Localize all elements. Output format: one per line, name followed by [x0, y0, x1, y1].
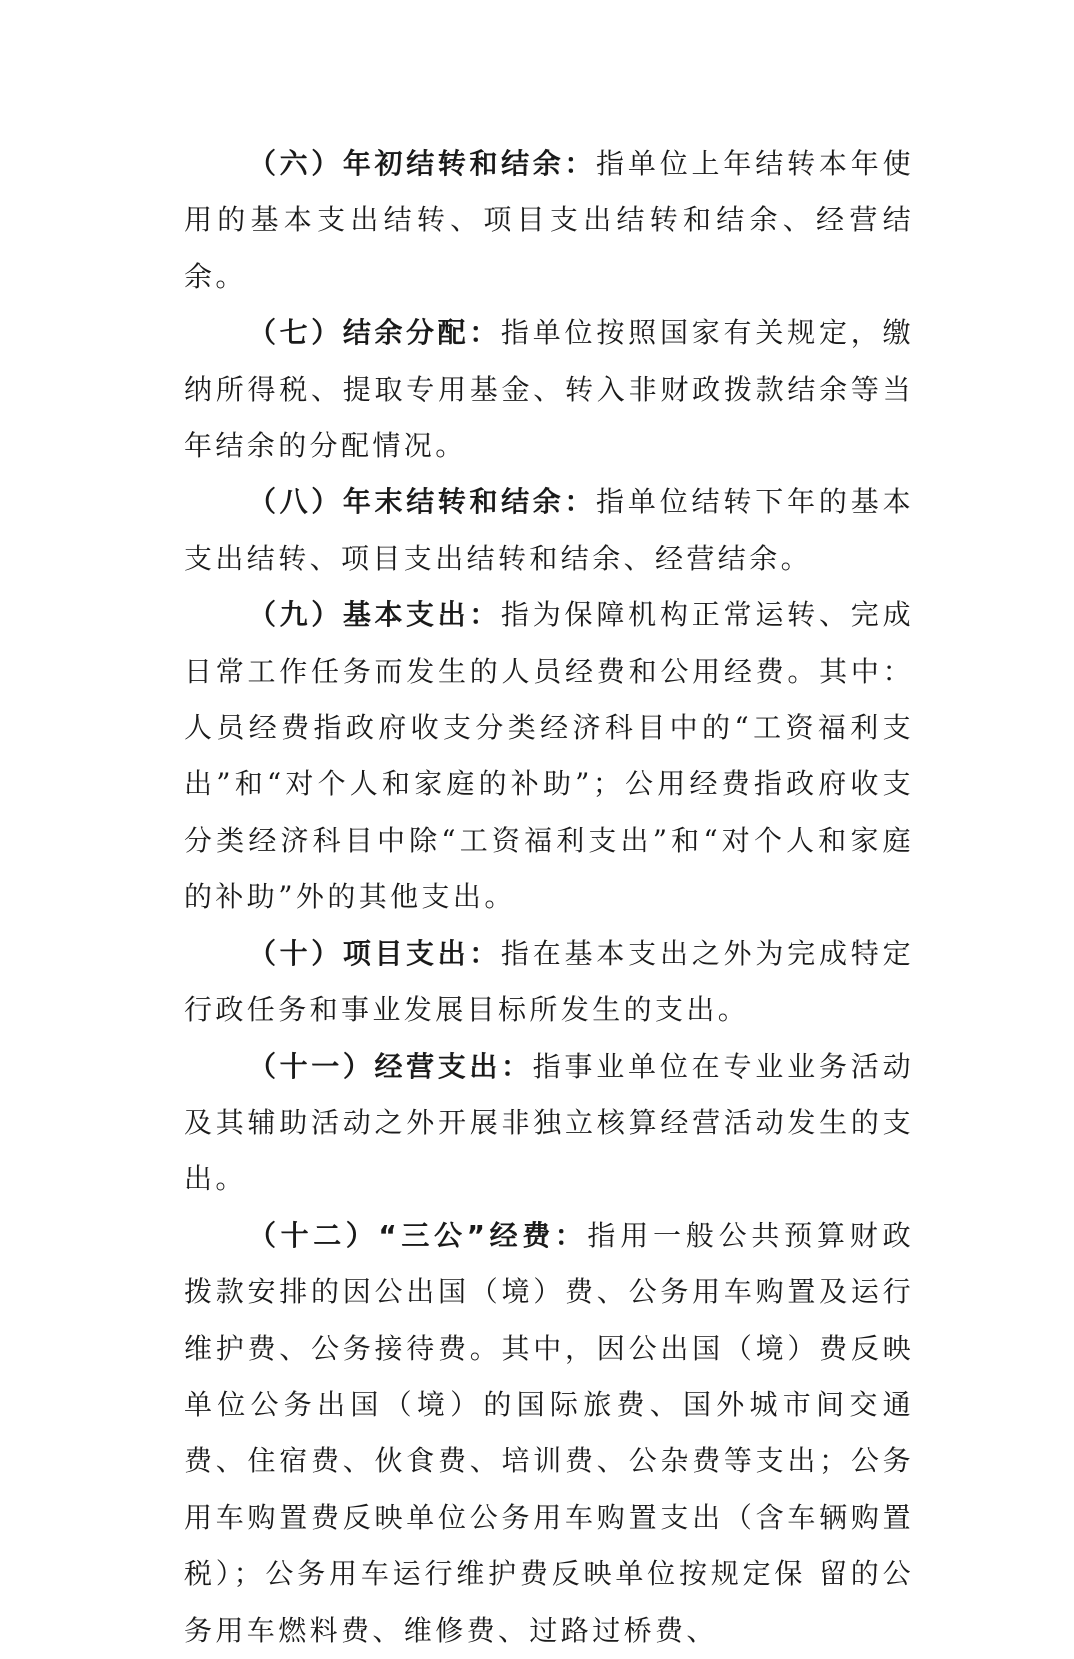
paragraph-term: （八）年末结转和结余：	[248, 485, 597, 519]
paragraph-item-8	[184, 474, 914, 587]
paragraph-term: （六）年初结转和结余：	[248, 147, 597, 180]
paragraph-text: 指为保障机构正常运转、完成日常工作任务而发生的人员经费和公用经费。其中：人员经费指政府收支分类经济科目中的“工资福利支出”和“对个人和家庭的补助”；公用经费指政府收支分类经济科目中除“工资福利支出”和“对个人和家庭的补助”外的其他支出。	[184, 598, 915, 914]
paragraph-item-7	[184, 305, 914, 474]
paragraph-item-6	[184, 136, 914, 305]
paragraph-item-9	[184, 587, 914, 925]
paragraph-term: （十）项目支出：	[248, 936, 501, 970]
paragraph-item-11	[184, 1039, 914, 1208]
paragraph-text: 指事业单位在专业业务活动及其辅助活动之外开展非独立核算经营活动发生的支出。	[184, 1049, 914, 1196]
paragraph-term: （十一）经营支出：	[248, 1049, 533, 1083]
paragraph-text: 指单位结转下年的基本支出结转、项目支出结转和结余、经营结余。	[184, 485, 914, 575]
paragraph-item-12	[184, 1208, 914, 1659]
paragraph-text: 指单位按照国家有关规定，缴纳所得税、提取专用基金、转入非财政拨款结余等当年结余的分配情况。	[184, 316, 915, 463]
paragraph-text: 指用一般公共预算财政拨款安排的因公出国（境）费、公务用车购置及运行维护费、公务接待费。其中，因公出国（境）费反映单位公务出国（境）的国际旅费、国外城市间交通费、住宿费、伙食费、培训费、公杂费等支出；公务用车购置费反映单位公务用车购置支出（含车辆购置税）；公务用车运行维护费反映单位按规定保 留的公务用车燃料费、维修费、过路过桥费、	[184, 1218, 914, 1647]
paragraph-text: 指在基本支出之外为完成特定行政任务和事业发展目标所发生的支出。	[184, 936, 915, 1027]
document-body	[184, 136, 914, 1659]
paragraph-term: （十二）“三公”经费：	[248, 1218, 588, 1252]
paragraph-text: 指单位上年结转本年使用的基本支出结转、项目支出结转和结余、经营结余。	[184, 147, 914, 293]
paragraph-term: （七）结余分配：	[248, 316, 501, 350]
paragraph-item-10	[184, 926, 914, 1039]
paragraph-term: （九）基本支出：	[248, 598, 501, 632]
